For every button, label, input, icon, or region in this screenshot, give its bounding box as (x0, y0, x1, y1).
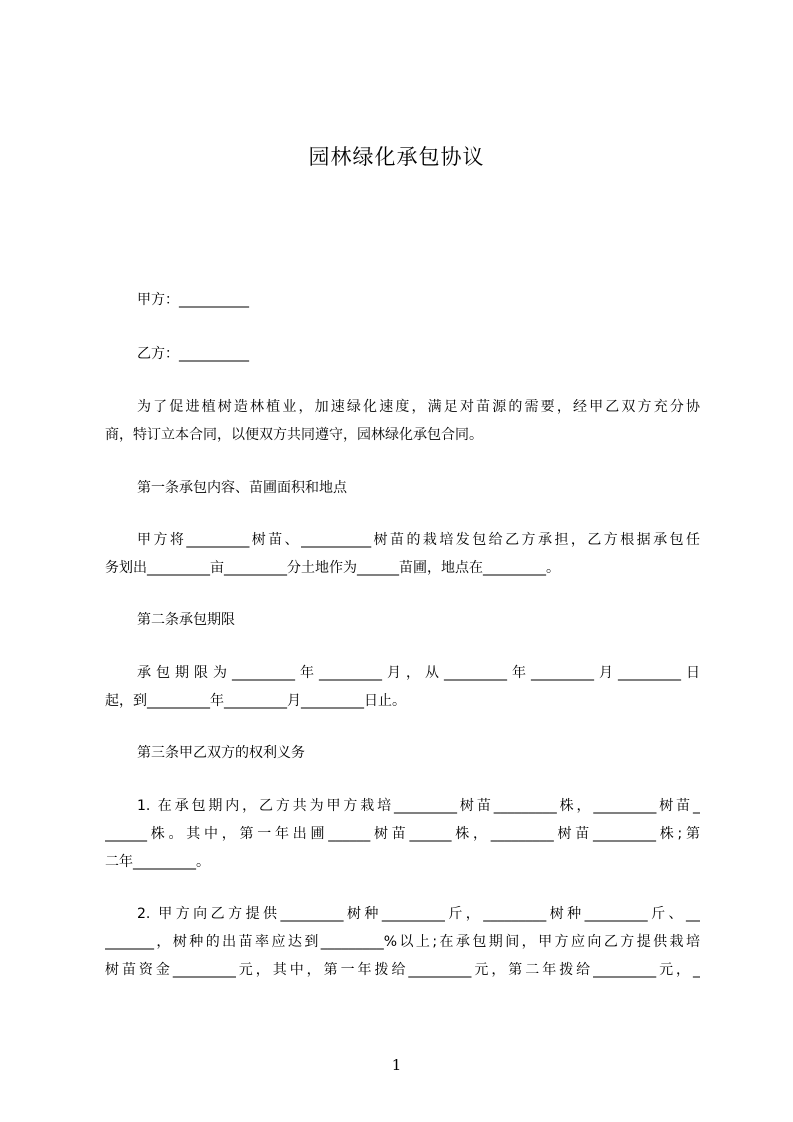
article-2-line-2: 起，到_________年_________月_________日止。 (105, 693, 406, 709)
document-title: 园林绿化承包协议 (308, 145, 485, 169)
party-a-line: 甲方：__________ (137, 292, 249, 308)
article-1-line-1: 甲方将_________树苗、__________树苗的栽培发包给乙方承担，乙方根据承包任 (137, 532, 700, 548)
intro-line-1: 为了促进植树造林植业，加速绿化速度，满足对苗源的需要，经甲乙双方充分协 (137, 399, 700, 415)
article-3-item-1-line-2: ______株。其中，第一年出圃______树苗______株，_________树苗_________株;第 (105, 826, 700, 842)
party-b-line: 乙方：__________ (137, 346, 249, 362)
intro-line-2: 商，特订立本合同，以便双方共同遵守，园林绿化承包合同。 (105, 427, 483, 443)
article-3-item-2-line-3: 树苗资金_________元，其中，第一年拨给_________元，第二年拨给_________元，_ (105, 962, 700, 978)
article-1-line-2: 务划出_________亩_________分土地作为______苗圃，地点在_________。 (105, 560, 560, 576)
article-3-item-2-line-1: 2. 甲方向乙方提供_________树种_________斤，_________树种_________斤、__ (137, 906, 700, 922)
article-3-item-2-line-2: _______，树种的出苗率应达到_________%以上;在承包期间，甲方应向乙方提供栽培 (105, 934, 700, 950)
article-2-line-1: 承包期限为_________年_________月，从_________年_________月_________日 (137, 665, 700, 681)
page-number: 1 (391, 1056, 402, 1074)
article-3-heading: 第三条甲乙双方的权利义务 (137, 745, 305, 761)
article-3-item-1-line-3: 二年_________。 (105, 854, 210, 870)
article-3-item-1-line-1: 1. 在承包期内，乙方共为甲方栽培_________树苗_________株，_________树苗_ (137, 798, 700, 814)
article-2-heading: 第二条承包期限 (137, 612, 235, 628)
article-1-heading: 第一条承包内容、苗圃面积和地点 (137, 480, 347, 496)
